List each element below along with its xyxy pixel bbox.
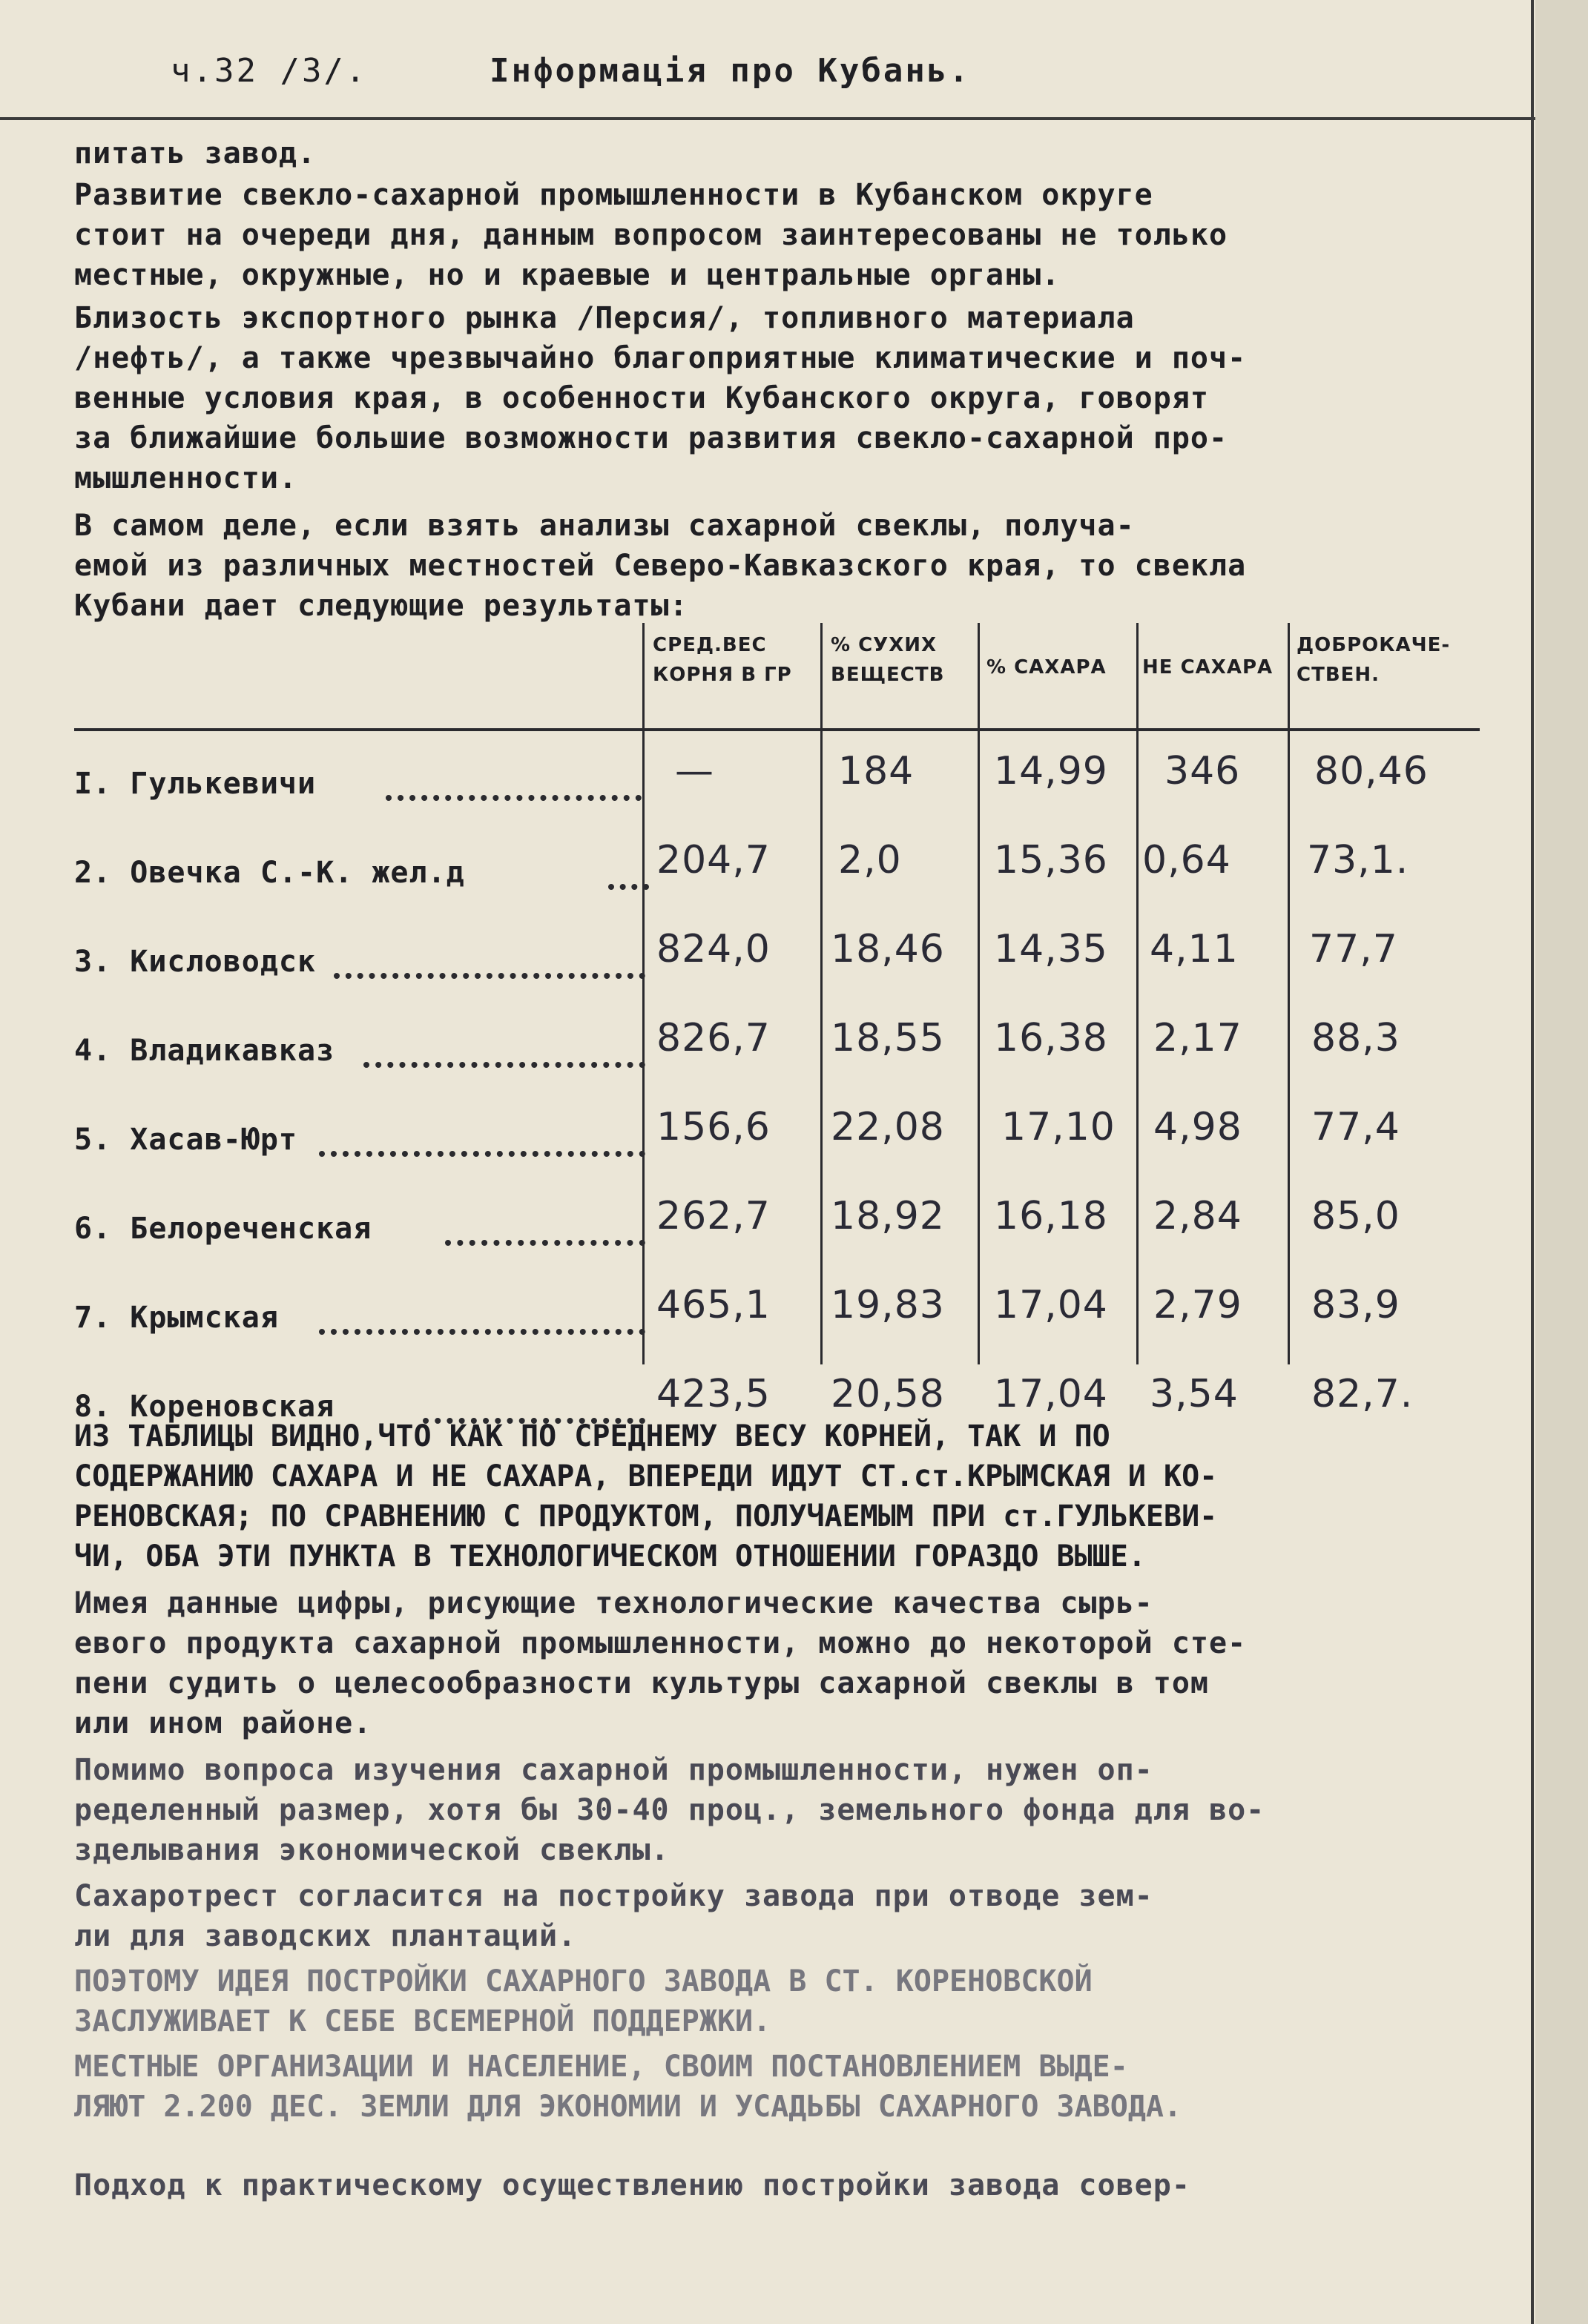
cell-dry: 19,83 bbox=[831, 1283, 945, 1327]
table-header: % САХАРА bbox=[986, 656, 1107, 679]
paragraph: ИЗ ТАБЛИЦЫ ВИДНО,ЧТО КАК ПО СРЕДНЕМУ ВЕСУ КОРНЕЙ, ТАК И ПО СОДЕРЖАНИЮ САХАРА И НЕ САХАРА, ВПЕРЕДИ ИДУТ СТ.ст.КРЫМСКАЯ И КО- РЕНОВСКАЯ; ПО СРАВНЕНИЮ С ПРОДУКТОМ, ПОЛУЧАЕМЫМ ПРИ ст.ГУЛЬКЕВИ- ЧИ, ОБА ЭТИ ПУНКТА В ТЕХНОЛОГИЧЕСКОМ ОТНОШЕНИИ ГОРАЗДО ВЫШЕ. bbox=[74, 1419, 1218, 1574]
table-row bbox=[74, 712, 1483, 801]
cell-quality: 80,46 bbox=[1314, 749, 1429, 793]
cell-nonsugar: 2,17 bbox=[1153, 1016, 1242, 1060]
paragraph: МЕСТНЫЕ ОРГАНИЗАЦИИ И НАСЕЛЕНИЕ, СВОИМ ПОСТАНОВЛЕНИЕМ ВЫДЕ- ЛЯЮТ 2.200 ДЕС. ЗЕМЛИ ДЛЯ ЭКОНОМИИ И УСАДЬБЫ САХАРНОГО ЗАВОДА. bbox=[74, 2050, 1182, 2124]
paragraph: Имея данные цифры, рисующие технологические качества сырь- евого продукта сахарной промышленности, можно до некоторой сте- пени судить о целесообразности культуры сахарной свеклы в том или ином районе. bbox=[74, 1586, 1247, 1740]
table-header: СРЕД.ВЕС КОРНЯ В ГР bbox=[653, 634, 792, 686]
table-row bbox=[74, 890, 1483, 979]
paragraph: Развитие свекло-сахарной промышленности в Кубанском округе стоит на очереди дня, данным вопросом заинтересованы не только местные, окружные, но и краевые и центральные органы. bbox=[74, 178, 1228, 292]
dot-leader bbox=[319, 1148, 645, 1157]
cell-dry: 18,55 bbox=[831, 1016, 945, 1060]
cell-sugar: 17,04 bbox=[994, 1372, 1108, 1416]
paragraph: ПОЭТОМУ ИДЕЯ ПОСТРОЙКИ САХАРНОГО ЗАВОДА В СТ. КОРЕНОВСКОЙ ЗАСЛУЖИВАЕТ К СЕБЕ ВСЕМЕРНОЙ ПОДДЕРЖКИ. bbox=[74, 1964, 1093, 2039]
row-label: 6. Белореченская bbox=[74, 1212, 372, 1246]
row-label: 2. Овечка С.-К. жел.д bbox=[74, 856, 465, 890]
cell-quality: 83,9 bbox=[1311, 1283, 1400, 1327]
row-label: 4. Владикавказ bbox=[74, 1034, 335, 1068]
cell-nonsugar: 4,98 bbox=[1153, 1105, 1242, 1149]
cell-dry: 2,0 bbox=[838, 838, 902, 882]
table-row bbox=[74, 1068, 1483, 1157]
dot-leader bbox=[319, 1326, 645, 1335]
cell-nonsugar: 0,64 bbox=[1142, 838, 1231, 882]
dot-leader bbox=[608, 881, 649, 890]
adjacent-page-edge bbox=[1535, 0, 1588, 2324]
page-title: Інформація про Кубань. bbox=[490, 52, 971, 90]
cell-dry: 184 bbox=[838, 749, 915, 793]
table-header: ДОБРОКАЧЕ- СТВЕН. bbox=[1297, 634, 1451, 686]
table-header: НЕ САХАРА bbox=[1142, 656, 1274, 679]
row-label: I. Гулькевичи bbox=[74, 767, 317, 801]
paragraph: Помимо вопроса изучения сахарной промышленности, нужен оп- ределенный размер, хотя бы 30-40 проц., земельного фонда для во- зделывания экономической свеклы. bbox=[74, 1753, 1265, 1867]
dot-leader bbox=[363, 1059, 645, 1068]
table-row bbox=[74, 979, 1483, 1068]
paragraph: Близость экспортного рынка /Персия/, топливного материала /нефть/, а также чрезвычайно благоприятные климатические и поч- венные условия края, в особенности Кубанского округа, говорят за ближайшие большие возможности развития свекло-сахарной про- мышленности. bbox=[74, 301, 1247, 495]
cell-weight: 423,5 bbox=[656, 1372, 771, 1416]
paragraph: питать завод. bbox=[74, 136, 317, 171]
cell-weight: 826,7 bbox=[656, 1016, 771, 1060]
dot-leader bbox=[386, 792, 642, 801]
table-row bbox=[74, 1157, 1483, 1246]
table-header: % СУХИХ ВЕЩЕСТВ bbox=[831, 634, 945, 686]
cell-dry: 20,58 bbox=[831, 1372, 945, 1416]
cell-quality: 77,4 bbox=[1311, 1105, 1400, 1149]
paragraph: Сахаротрест согласится на постройку завода при отводе зем- ли для заводских плантаций. bbox=[74, 1879, 1153, 1953]
cell-nonsugar: 2,79 bbox=[1153, 1283, 1242, 1327]
cell-sugar: 15,36 bbox=[994, 838, 1108, 882]
cell-sugar: 14,35 bbox=[994, 927, 1108, 971]
row-label: 5. Хасав-Юрт bbox=[74, 1123, 297, 1157]
cell-quality: 73,1. bbox=[1307, 838, 1409, 882]
dot-leader bbox=[445, 1237, 645, 1246]
paragraph: Подход к практическому осуществлению постройки завода совер- bbox=[74, 2168, 1190, 2202]
cell-quality: 85,0 bbox=[1311, 1194, 1400, 1238]
cell-sugar: 16,18 bbox=[994, 1194, 1108, 1238]
cell-nonsugar: 2,84 bbox=[1153, 1194, 1242, 1238]
cell-nonsugar: 346 bbox=[1164, 749, 1241, 793]
cell-weight: 204,7 bbox=[656, 838, 771, 882]
cell-dry: 18,46 bbox=[831, 927, 945, 971]
cell-sugar: 16,38 bbox=[994, 1016, 1108, 1060]
cell-quality: 77,7 bbox=[1309, 927, 1398, 971]
table-row bbox=[74, 1335, 1483, 1424]
cell-nonsugar: 3,54 bbox=[1150, 1372, 1239, 1416]
cell-nonsugar: 4,11 bbox=[1150, 927, 1239, 971]
cell-sugar: 17,04 bbox=[994, 1283, 1108, 1327]
table-row bbox=[74, 801, 1483, 890]
dot-leader bbox=[334, 970, 645, 979]
cell-sugar: 17,10 bbox=[1001, 1105, 1116, 1149]
cell-quality: 82,7. bbox=[1311, 1372, 1414, 1416]
cell-dry: 18,92 bbox=[831, 1194, 945, 1238]
cell-weight: — bbox=[675, 749, 714, 793]
paragraph: В самом деле, если взять анализы сахарной свеклы, получа- емой из различных местностей Северо-Кавказского края, то свекла Кубани дает следующие результаты: bbox=[74, 509, 1247, 623]
cell-sugar: 14,99 bbox=[994, 749, 1108, 793]
cell-weight: 156,6 bbox=[656, 1105, 771, 1149]
page-edge-line bbox=[1531, 0, 1534, 2324]
row-label: 7. Крымская bbox=[74, 1301, 279, 1335]
page-header bbox=[0, 0, 1535, 120]
table-row bbox=[74, 1246, 1483, 1335]
row-label: 8. Кореновская bbox=[74, 1390, 335, 1424]
cell-weight: 262,7 bbox=[656, 1194, 771, 1238]
cell-weight: 824,0 bbox=[656, 927, 771, 971]
row-label: 3. Кисловодск bbox=[74, 945, 317, 979]
cell-weight: 465,1 bbox=[656, 1283, 771, 1327]
cell-dry: 22,08 bbox=[831, 1105, 945, 1149]
page-number: ч.32 /3/. bbox=[171, 52, 368, 90]
cell-quality: 88,3 bbox=[1311, 1016, 1400, 1060]
